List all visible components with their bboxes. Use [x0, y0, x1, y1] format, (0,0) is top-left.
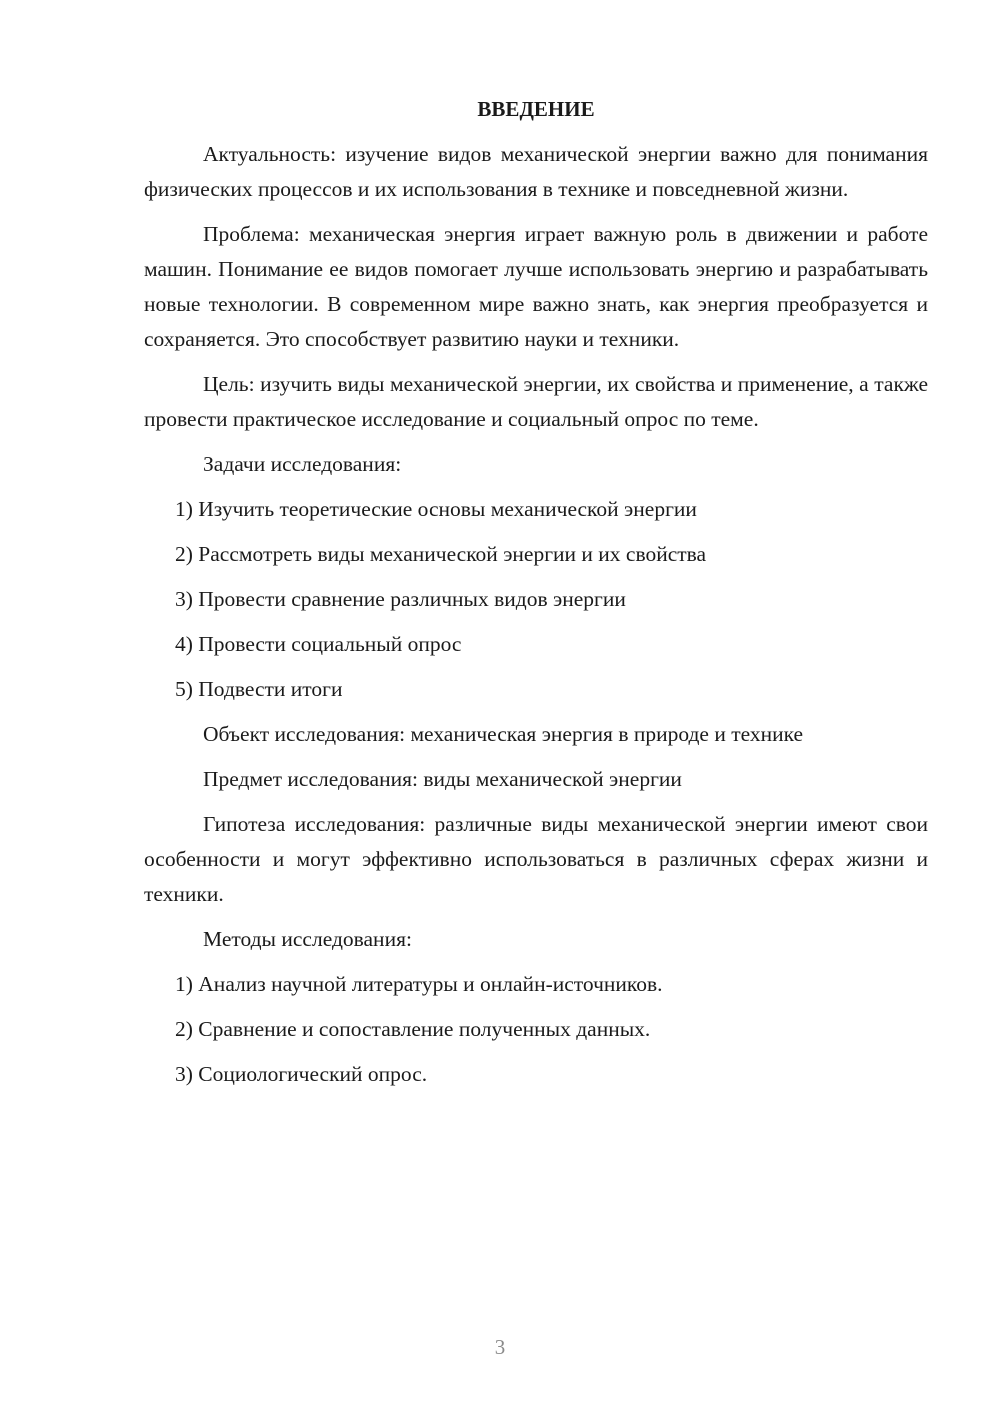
task-item-5: 5) Подвести итоги [175, 677, 343, 701]
methods-list [144, 967, 928, 1092]
methods-heading: Методы исследования: [203, 927, 412, 951]
research-subject: Предмет исследования: виды механической энергии [203, 767, 682, 791]
task-item-1: 1) Изучить теоретические основы механической энергии [175, 497, 697, 521]
section-title: ВВЕДЕНИЕ [477, 97, 595, 121]
task-item-4: 4) Провести социальный опрос [175, 632, 462, 656]
method-item-2: 2) Сравнение и сопоставление полученных данных. [175, 1017, 651, 1041]
document-body [144, 92, 928, 1102]
hypothesis-paragraph: Гипотеза исследования: различные виды механической энергии имеют свои особенности и могут эффективно использоваться в различных сферах жизни и техники. [144, 812, 928, 906]
tasks-list [144, 492, 928, 707]
relevance-paragraph: Актуальность: изучение видов механической энергии важно для понимания физических процессов и их использования в технике и повседневной жизни. [144, 142, 928, 201]
method-item-3: 3) Социологический опрос. [175, 1062, 428, 1086]
problem-paragraph: Проблема: механическая энергия играет важную роль в движении и работе машин. Понимание ее видов помогает лучше использовать энергию и разрабатывать новые технологии. В современном мире важно знать, как энергия преобразуется и сохраняется. Это способствует развитию науки и техники. [144, 222, 928, 351]
task-item-2: 2) Рассмотреть виды механической энергии и их свойства [175, 542, 707, 566]
task-item-3: 3) Провести сравнение различных видов энергии [175, 587, 626, 611]
method-item-1: 1) Анализ научной литературы и онлайн-источников. [175, 972, 663, 996]
tasks-heading: Задачи исследования: [203, 452, 402, 476]
goal-paragraph: Цель: изучить виды механической энергии, их свойства и применение, а также провести практическое исследование и социальный опрос по теме. [144, 372, 928, 431]
research-object: Объект исследования: механическая энергия в природе и технике [203, 722, 804, 746]
page-number: 3 [494, 1335, 506, 1359]
